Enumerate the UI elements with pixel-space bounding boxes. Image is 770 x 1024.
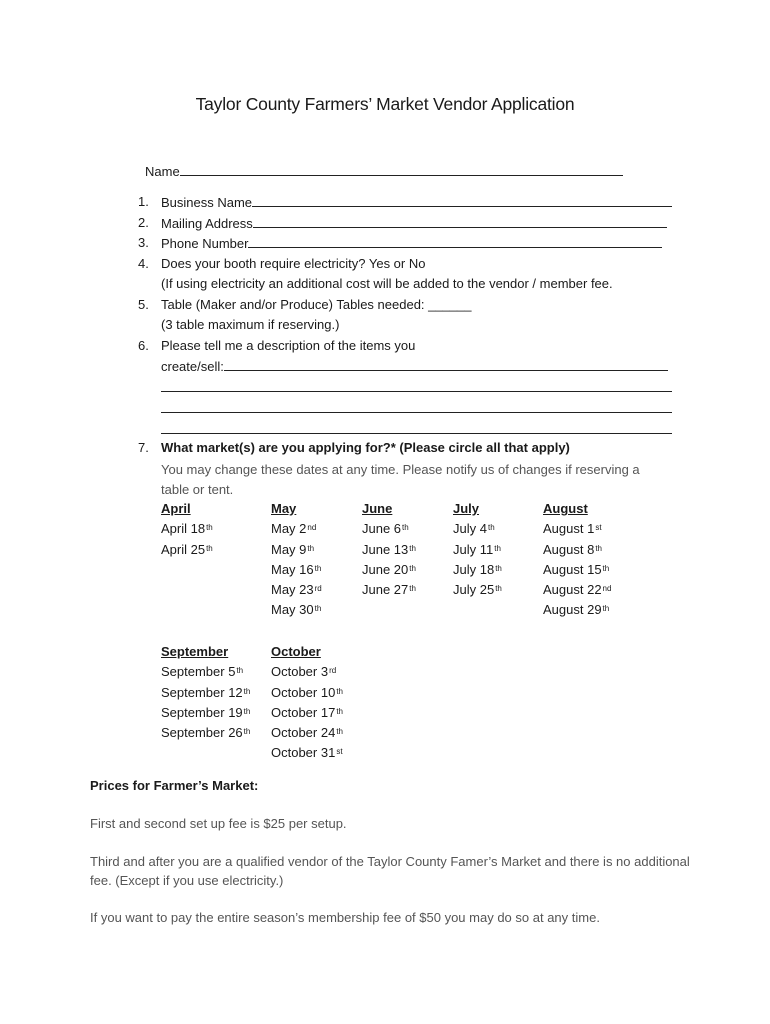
prices-paragraph: If you want to pay the entire season’s membership fee of $50 you may do so at any time. xyxy=(90,910,600,925)
market-date[interactable]: October 24th xyxy=(271,725,343,741)
month-heading: May xyxy=(271,501,297,516)
market-date[interactable]: June 27th xyxy=(362,582,416,598)
market-date[interactable]: July 4th xyxy=(453,521,495,537)
prices-paragraph: First and second set up fee is $25 per setup. xyxy=(90,816,347,831)
month-heading: April xyxy=(161,501,191,516)
month-heading: June xyxy=(362,501,393,516)
business-name-row xyxy=(161,194,672,210)
month-heading: October xyxy=(271,644,321,659)
create-sell-row xyxy=(161,358,668,374)
market-date[interactable]: October 17th xyxy=(271,704,343,720)
create-sell-label: create/sell: xyxy=(161,359,224,374)
mailing-address-input[interactable] xyxy=(253,215,667,228)
market-date[interactable]: May 16th xyxy=(271,561,322,577)
market-date[interactable]: May 23rd xyxy=(271,582,322,598)
market-date[interactable]: July 18th xyxy=(453,561,502,577)
description-input-line[interactable] xyxy=(161,421,672,434)
name-field-row xyxy=(145,163,623,179)
month-column-june xyxy=(362,499,416,600)
market-date[interactable]: May 9th xyxy=(271,541,315,557)
prices-paragraph: Third and after you are a qualified vendor of the Taylor County Famer’s Market and there is no additional fee. (Except if you use electricity.) xyxy=(90,854,690,888)
market-date[interactable]: September 5th xyxy=(161,664,244,680)
market-date[interactable]: May 2nd xyxy=(271,521,317,537)
market-date[interactable]: September 12th xyxy=(161,684,251,700)
month-heading: July xyxy=(453,501,480,516)
month-column-october xyxy=(271,642,343,764)
prices-heading: Prices for Farmer’s Market: xyxy=(90,778,259,793)
market-date[interactable]: April 18th xyxy=(161,521,213,537)
market-date[interactable]: April 25th xyxy=(161,541,213,557)
month-heading: September xyxy=(161,644,229,659)
market-date[interactable]: October 10th xyxy=(271,684,343,700)
item-number: 4. xyxy=(138,256,149,271)
market-date[interactable]: August 1st xyxy=(543,521,602,537)
description-input-line[interactable] xyxy=(161,379,672,392)
market-date[interactable]: October 31st xyxy=(271,745,343,761)
item-number: 3. xyxy=(138,235,149,250)
page-title: Taylor County Farmers’ Market Vendor Application xyxy=(195,94,575,114)
market-date[interactable]: May 30th xyxy=(271,602,322,618)
market-date[interactable]: June 20th xyxy=(362,561,416,577)
table-maximum-note: (3 table maximum if reserving.) xyxy=(161,317,340,332)
name-input[interactable] xyxy=(180,163,623,176)
business-name-input[interactable] xyxy=(252,194,672,207)
market-date[interactable]: September 26th xyxy=(161,725,251,741)
month-heading: August xyxy=(543,501,588,516)
mailing-address-row xyxy=(161,215,667,231)
markets-question: What market(s) are you applying for?* (Please circle all that apply) xyxy=(161,440,570,455)
name-label: Name xyxy=(145,164,180,179)
market-date[interactable]: August 29th xyxy=(543,602,610,618)
market-date[interactable]: August 8th xyxy=(543,541,602,557)
month-column-september xyxy=(161,642,250,743)
item-number: 6. xyxy=(138,338,149,353)
electricity-question: Does your booth require electricity? Yes or No xyxy=(161,256,426,271)
item-number: 7. xyxy=(138,440,149,455)
market-date[interactable]: October 3rd xyxy=(271,664,337,680)
description-input-line[interactable] xyxy=(224,358,668,371)
item-number: 1. xyxy=(138,194,149,209)
item-number: 2. xyxy=(138,215,149,230)
phone-number-input[interactable] xyxy=(248,235,662,248)
market-date[interactable]: July 25th xyxy=(453,582,502,598)
month-column-august xyxy=(543,499,611,621)
business-name-label: Business Name xyxy=(161,195,253,210)
description-question: Please tell me a description of the items you xyxy=(161,338,416,353)
month-column-may xyxy=(271,499,322,621)
item-number: 5. xyxy=(138,297,149,312)
mailing-address-label: Mailing Address xyxy=(161,216,253,231)
electricity-note: (If using electricity an additional cost will be added to the vendor / member fee. xyxy=(161,276,613,291)
market-date[interactable]: August 22nd xyxy=(543,582,612,598)
market-date[interactable]: August 15th xyxy=(543,561,610,577)
phone-number-label: Phone Number xyxy=(161,236,249,251)
tables-needed-question: Table (Maker and/or Produce) Tables needed: ______ xyxy=(161,297,472,312)
month-column-april xyxy=(161,499,213,560)
month-column-july xyxy=(453,499,502,600)
market-date[interactable]: September 19th xyxy=(161,704,251,720)
market-date[interactable]: June 13th xyxy=(362,541,416,557)
market-date[interactable]: July 11th xyxy=(453,541,501,557)
description-input-line[interactable] xyxy=(161,400,672,413)
phone-number-row xyxy=(161,235,662,251)
market-date[interactable]: June 6th xyxy=(362,521,409,537)
markets-note: You may change these dates at any time. Please notify us of changes if reserving a table or tent. xyxy=(161,462,640,497)
